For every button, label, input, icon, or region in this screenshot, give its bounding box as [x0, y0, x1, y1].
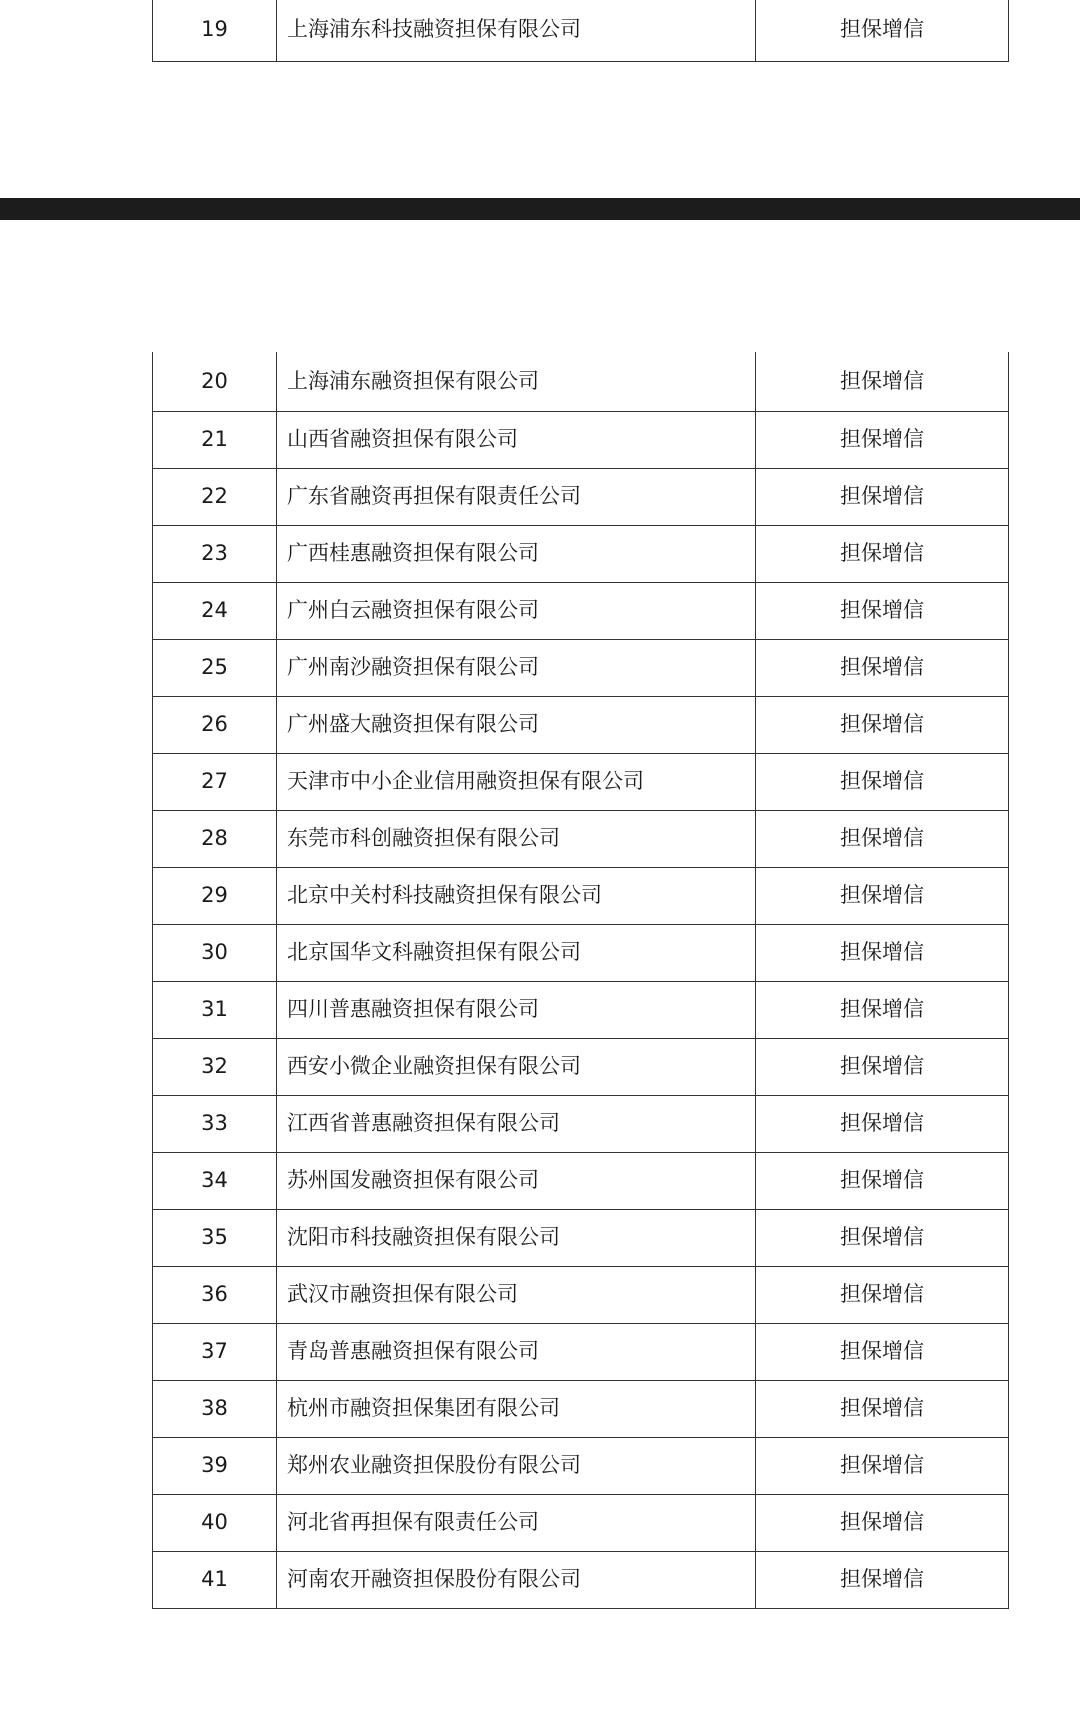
service-type-cell: 担保增信 [756, 1038, 1009, 1095]
row-number-cell: 29 [153, 867, 277, 924]
company-name-cell: 北京国华文科融资担保有限公司 [277, 924, 756, 981]
guarantee-table-main [152, 352, 1009, 1609]
row-number-cell: 25 [153, 639, 277, 696]
service-type-cell: 担保增信 [756, 924, 1009, 981]
service-type-cell: 担保增信 [756, 0, 1009, 61]
row-number-cell: 39 [153, 1437, 277, 1494]
service-type-cell: 担保增信 [756, 1095, 1009, 1152]
row-number-cell: 23 [153, 525, 277, 582]
service-type-cell: 担保增信 [756, 1494, 1009, 1551]
company-name-cell: 河南农开融资担保股份有限公司 [277, 1551, 756, 1608]
table-row [153, 468, 1009, 525]
table-row [153, 639, 1009, 696]
company-name-cell: 广州白云融资担保有限公司 [277, 582, 756, 639]
service-type-cell: 担保增信 [756, 352, 1009, 411]
company-name-cell: 西安小微企业融资担保有限公司 [277, 1038, 756, 1095]
table-row [153, 411, 1009, 468]
table-body-top [153, 0, 1009, 61]
row-number-cell: 32 [153, 1038, 277, 1095]
table-row [153, 0, 1009, 61]
table-row [153, 1380, 1009, 1437]
company-name-cell: 山西省融资担保有限公司 [277, 411, 756, 468]
guarantee-table-fragment-top [152, 0, 1009, 62]
company-name-cell: 广州南沙融资担保有限公司 [277, 639, 756, 696]
service-type-cell: 担保增信 [756, 1551, 1009, 1608]
service-type-cell: 担保增信 [756, 1437, 1009, 1494]
row-number-cell: 26 [153, 696, 277, 753]
table-row [153, 1152, 1009, 1209]
row-number-cell: 38 [153, 1380, 277, 1437]
table-row [153, 582, 1009, 639]
company-name-cell: 上海浦东融资担保有限公司 [277, 352, 756, 411]
row-number-cell: 19 [153, 0, 277, 61]
service-type-cell: 担保增信 [756, 1380, 1009, 1437]
table-row [153, 352, 1009, 411]
table-row [153, 981, 1009, 1038]
row-number-cell: 28 [153, 810, 277, 867]
row-number-cell: 22 [153, 468, 277, 525]
row-number-cell: 31 [153, 981, 277, 1038]
company-name-cell: 郑州农业融资担保股份有限公司 [277, 1437, 756, 1494]
table-row [153, 867, 1009, 924]
row-number-cell: 41 [153, 1551, 277, 1608]
table-row [153, 924, 1009, 981]
row-number-cell: 30 [153, 924, 277, 981]
table-row [153, 810, 1009, 867]
company-name-cell: 广西桂惠融资担保有限公司 [277, 525, 756, 582]
service-type-cell: 担保增信 [756, 981, 1009, 1038]
company-name-cell: 武汉市融资担保有限公司 [277, 1266, 756, 1323]
company-name-cell: 杭州市融资担保集团有限公司 [277, 1380, 756, 1437]
service-type-cell: 担保增信 [756, 1323, 1009, 1380]
company-name-cell: 北京中关村科技融资担保有限公司 [277, 867, 756, 924]
page-divider-bar [0, 198, 1080, 220]
table-row [153, 1494, 1009, 1551]
row-number-cell: 27 [153, 753, 277, 810]
table-row [153, 1266, 1009, 1323]
table-row [153, 1095, 1009, 1152]
row-number-cell: 36 [153, 1266, 277, 1323]
row-number-cell: 33 [153, 1095, 277, 1152]
company-name-cell: 沈阳市科技融资担保有限公司 [277, 1209, 756, 1266]
service-type-cell: 担保增信 [756, 468, 1009, 525]
table-row [153, 1038, 1009, 1095]
company-name-cell: 广东省融资再担保有限责任公司 [277, 468, 756, 525]
row-number-cell: 20 [153, 352, 277, 411]
row-number-cell: 21 [153, 411, 277, 468]
table-row [153, 1551, 1009, 1608]
service-type-cell: 担保增信 [756, 582, 1009, 639]
service-type-cell: 担保增信 [756, 639, 1009, 696]
service-type-cell: 担保增信 [756, 1266, 1009, 1323]
company-name-cell: 上海浦东科技融资担保有限公司 [277, 0, 756, 61]
table-row [153, 1437, 1009, 1494]
table-body-main [153, 352, 1009, 1608]
table-row [153, 1209, 1009, 1266]
service-type-cell: 担保增信 [756, 525, 1009, 582]
table-row [153, 1323, 1009, 1380]
row-number-cell: 24 [153, 582, 277, 639]
company-name-cell: 河北省再担保有限责任公司 [277, 1494, 756, 1551]
table-row [153, 696, 1009, 753]
company-name-cell: 天津市中小企业信用融资担保有限公司 [277, 753, 756, 810]
service-type-cell: 担保增信 [756, 696, 1009, 753]
row-number-cell: 37 [153, 1323, 277, 1380]
service-type-cell: 担保增信 [756, 753, 1009, 810]
row-number-cell: 34 [153, 1152, 277, 1209]
table-row [153, 753, 1009, 810]
row-number-cell: 40 [153, 1494, 277, 1551]
company-name-cell: 青岛普惠融资担保有限公司 [277, 1323, 756, 1380]
row-number-cell: 35 [153, 1209, 277, 1266]
service-type-cell: 担保增信 [756, 1152, 1009, 1209]
service-type-cell: 担保增信 [756, 1209, 1009, 1266]
service-type-cell: 担保增信 [756, 810, 1009, 867]
company-name-cell: 江西省普惠融资担保有限公司 [277, 1095, 756, 1152]
service-type-cell: 担保增信 [756, 867, 1009, 924]
company-name-cell: 广州盛大融资担保有限公司 [277, 696, 756, 753]
company-name-cell: 四川普惠融资担保有限公司 [277, 981, 756, 1038]
service-type-cell: 担保增信 [756, 411, 1009, 468]
company-name-cell: 苏州国发融资担保有限公司 [277, 1152, 756, 1209]
company-name-cell: 东莞市科创融资担保有限公司 [277, 810, 756, 867]
table-row [153, 525, 1009, 582]
